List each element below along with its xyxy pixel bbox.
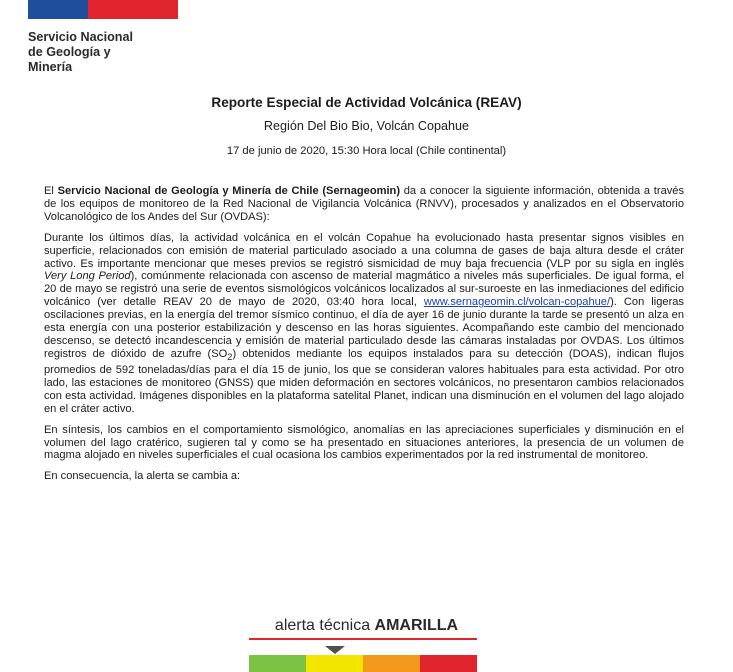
alert-level-scale <box>249 655 477 672</box>
alert-level-yellow <box>306 655 363 672</box>
alert-level-orange <box>363 655 420 672</box>
alert-level-red <box>420 655 477 672</box>
alert-level-label: AMARILLA <box>374 617 459 634</box>
activity-text-2: ), comúnmente relacionada con ascenso de material magmático a niveles más superficiales. De igual forma, el 20 de mayo se registró una serie de eventos sismológicos volcánicos localizados al sur-suroeste en las inmediaciones del edificio volcánico (ver detalle REAV 20 de mayo de 2020, 03:40 hora local, <box>44 270 685 309</box>
intro-text: da a conocer la siguiente información, obtenida a través de los equipos de monitoreo de la Red Nacional de Vigilancia Volcánica (RNVV), procesados y analizados en el Observatorio Volcanológico de los Andes del Sur (OVDAS): <box>44 185 685 223</box>
logo-red-stripe <box>88 0 178 19</box>
activity-paragraph <box>44 232 684 416</box>
sernageomin-link[interactable]: www.sernageomin.cl/volcan-copahue/ <box>423 296 611 309</box>
report-body <box>44 185 684 491</box>
alert-level-green <box>249 655 306 672</box>
alert-level-pointer-icon <box>325 646 345 654</box>
consequence-paragraph: En consecuencia, la alerta se cambia a: <box>44 470 241 483</box>
logo-blue-stripe <box>28 0 88 19</box>
activity-text-1: Durante los últimos días, la actividad volcánica en el volcán Copahue ha evolucionado hasta presentar signos visibles en superficie, relacionados con emisión de material particulado asociado a una columna de gases de baja altura desde el cráter activo. Es importante mencionar que meses previos se registró sismicidad de muy baja frecuencia (VLP por su sigla en inglés <box>44 231 684 270</box>
organization-name <box>28 30 188 75</box>
intro-prefix: El <box>44 185 58 197</box>
synthesis-paragraph: En síntesis, los cambios en el comportamiento sismológico, anomalías en las apreciaciones superficiales y disminución en el volumen del lago cratérico, sugieren tal y como se ha presentado en situaciones anteriores, la presencia de un volumen de magma alojado en niveles superficiales el cual ocasiona los cambios experimentados por la red instrumental de monitoreo. <box>44 423 684 462</box>
organization-name-line: Servicio Nacional <box>28 30 133 44</box>
so2-subscript: 2 <box>227 352 233 363</box>
intro-paragraph <box>44 185 684 224</box>
report-subtitle: Región Del Bio Bio, Volcán Copahue <box>263 119 470 133</box>
government-logo-bar <box>28 0 178 19</box>
agency-name: Servicio Nacional de Geología y Minería de Chile (Sernageomin) <box>57 185 401 197</box>
activity-text-3: ). Con ligeras oscilaciones previas, en la energía del tremor sísmico continuo, el día de ayer 16 de junio durante la tarde se presentó un alza en esta energía con una posterior estabilización y descenso en las horas siguientes. Acompañando este cambio del mencionado descenso, se detectó incandescencia y emisión de material particulado desde las cámaras instaladas por OVDAS. Los últimos registros de dióxido de azufre (SO <box>44 296 684 360</box>
alert-heading <box>0 617 733 635</box>
report-title: Reporte Especial de Actividad Volcánica (REAV) <box>211 95 522 110</box>
alert-underline <box>249 638 477 640</box>
vlp-term: Very Long Period <box>44 270 131 283</box>
activity-text-4: ) obtenidos mediante los equipos instalados para su detección (DOAS), indican flujos promedios de 592 toneladas/días para el día 15 de junio, los que se consideran valores habituales para esta actividad. Por otro lado, las estaciones de monitoreo (GNSS) que miden deformación en sectores volcánicos, no presentaron cambios relacionados con esta actividad. Imágenes disponibles en la plataforma satelital Planet, indican una disminución en el volumen del lago alojado en el cráter activo. <box>44 347 685 415</box>
alert-prefix: alerta técnica <box>274 617 375 634</box>
report-datetime: 17 de junio de 2020, 15:30 Hora local (Chile continental) <box>226 145 507 157</box>
organization-name-line: de Geología y <box>28 45 111 59</box>
organization-name-line: Minería <box>28 60 73 74</box>
